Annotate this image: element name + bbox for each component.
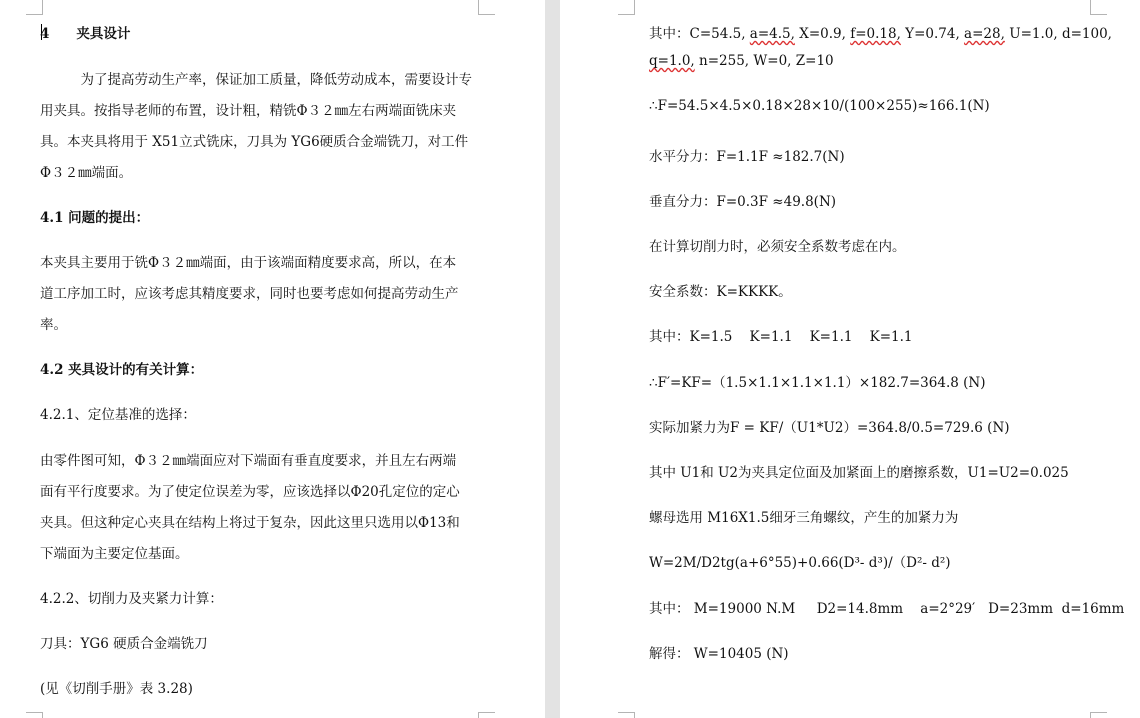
vertical-force: 垂直分力：F=0.3F ≈49.8(N) <box>649 194 837 210</box>
f-prime-formula: ∴F′=KF=（1.5×1.1×1.1×1.1）×182.7=364.8 (N) <box>649 375 986 391</box>
positioning-line-3: 夹具。但这种定心夹具在结构上将过于复杂，因此这里只选用以Φ13和 <box>40 515 460 531</box>
margin-mark-top-left <box>26 0 43 15</box>
positioning-line-2: 面有平行度要求。为了使定位误差为零，应该选择以Φ20孔定位的定心 <box>40 484 460 500</box>
friction-note: 其中 U1和 U2为夹具定位面及加紧面上的磨擦系数，U1=U2=0.025 <box>649 465 1069 481</box>
param-n: n=255, <box>699 53 750 69</box>
document-page-right <box>560 0 1140 718</box>
margin-mark-bottom-left <box>618 712 635 718</box>
where-d: D=23mm <box>988 601 1054 617</box>
param-f: f=0.18, <box>850 26 901 42</box>
k-values <box>649 325 913 345</box>
param-x: X=0.9, <box>799 26 846 42</box>
k1-value: 其中：K=1.5 <box>649 329 733 345</box>
param-c: C=54.5, <box>689 26 746 42</box>
params-prefix: 其中： <box>649 26 690 42</box>
param-a: a=4.5, <box>749 26 795 42</box>
k2-value: K=1.1 <box>749 329 793 345</box>
params-line-1 <box>649 22 1112 42</box>
param-u: U=1.0, <box>1009 26 1058 42</box>
param-q: q=1.0, <box>649 53 695 69</box>
subheading-calculation: 4.2 夹具设计的有关计算： <box>40 362 204 378</box>
w-formula: W=2M/D2tg(a+6°55)+0.66(D³- d³)/（D²- d²) <box>649 555 951 571</box>
subsection-positioning: 4.2.1、定位基准的选择： <box>40 407 196 423</box>
margin-mark-bottom-right <box>478 712 495 718</box>
section-heading: 4 夹具设计 <box>40 26 131 42</box>
k4-value: K=1.1 <box>869 329 913 345</box>
solution-line: 解得： W=10405 (N) <box>649 646 789 662</box>
param-d: d=100, <box>1061 26 1112 42</box>
safety-factor: 安全系数：K=KKKK。 <box>649 284 792 300</box>
param-y: Y=0.74, <box>905 26 960 42</box>
safety-note: 在计算切削力时，必须安全系数考虑在内。 <box>649 239 906 255</box>
margin-mark-bottom-left <box>26 712 43 718</box>
where-d-small: d=16mm <box>1061 601 1125 617</box>
problem-line-2: 道工序加工时，应该考虑其精度要求，同时也要考虑如何提高劳动生产 <box>40 286 459 302</box>
param-w: W=0, <box>753 53 792 69</box>
intro-line-4: Φ３２㎜端面。 <box>40 165 133 181</box>
reference-line: (见《切削手册》表 3.28) <box>40 681 193 697</box>
margin-mark-top-left <box>618 0 635 15</box>
force-formula: ∴F=54.5×4.5×0.18×28×10/(100×255)≈166.1(N) <box>649 98 990 114</box>
positioning-line-4: 下端面为主要定位基面。 <box>40 546 189 562</box>
problem-line-3: 率。 <box>40 317 67 333</box>
tool-line: 刀具：YG6 硬质合金端铣刀 <box>40 636 208 652</box>
k3-value: K=1.1 <box>809 329 853 345</box>
document-page-left <box>0 0 545 718</box>
actual-clamp-force: 实际加紧力为F = KF/（U1*U2）=364.8/0.5=729.6 (N) <box>649 420 1010 436</box>
margin-mark-top-right <box>478 0 495 15</box>
where-a: a=2°29′ <box>920 601 976 617</box>
subheading-problem: 4.1 问题的提出： <box>40 210 150 226</box>
margin-mark-top-right <box>1090 0 1107 15</box>
nut-note: 螺母选用 M16X1.5细牙三角螺纹，产生的加紧力为 <box>649 510 959 526</box>
param-a2: a=28, <box>964 26 1005 42</box>
positioning-line-1: 由零件图可知，Φ３２㎜端面应对下端面有垂直度要求，并且左右两端 <box>40 453 457 469</box>
where-m: 其中： M=19000 N.M <box>649 601 796 617</box>
where-line <box>649 597 1124 617</box>
intro-line-3: 具。本夹具将用于 X51立式铣床，刀具为 YG6硬质合金端铣刀，对工件 <box>40 134 469 150</box>
intro-line-1: 为了提高劳动生产率，保证加工质量，降低劳动成本，需要设计专 <box>40 72 472 88</box>
where-d2: D2=14.8mm <box>816 601 904 617</box>
subsection-force: 4.2.2、切削力及夹紧力计算： <box>40 591 223 607</box>
horizontal-force: 水平分力：F=1.1F ≈182.7(N) <box>649 149 845 165</box>
intro-line-2: 用夹具。按指导老师的布置，设计粗，精铣Φ３２㎜左右两端面铣床夹 <box>40 103 457 119</box>
problem-line-1: 本夹具主要用于铣Φ３２㎜端面，由于该端面精度要求高，所以，在本 <box>40 255 457 271</box>
margin-mark-bottom-right <box>1090 712 1107 718</box>
param-z: Z=10 <box>795 53 834 69</box>
params-line-2 <box>649 53 834 69</box>
